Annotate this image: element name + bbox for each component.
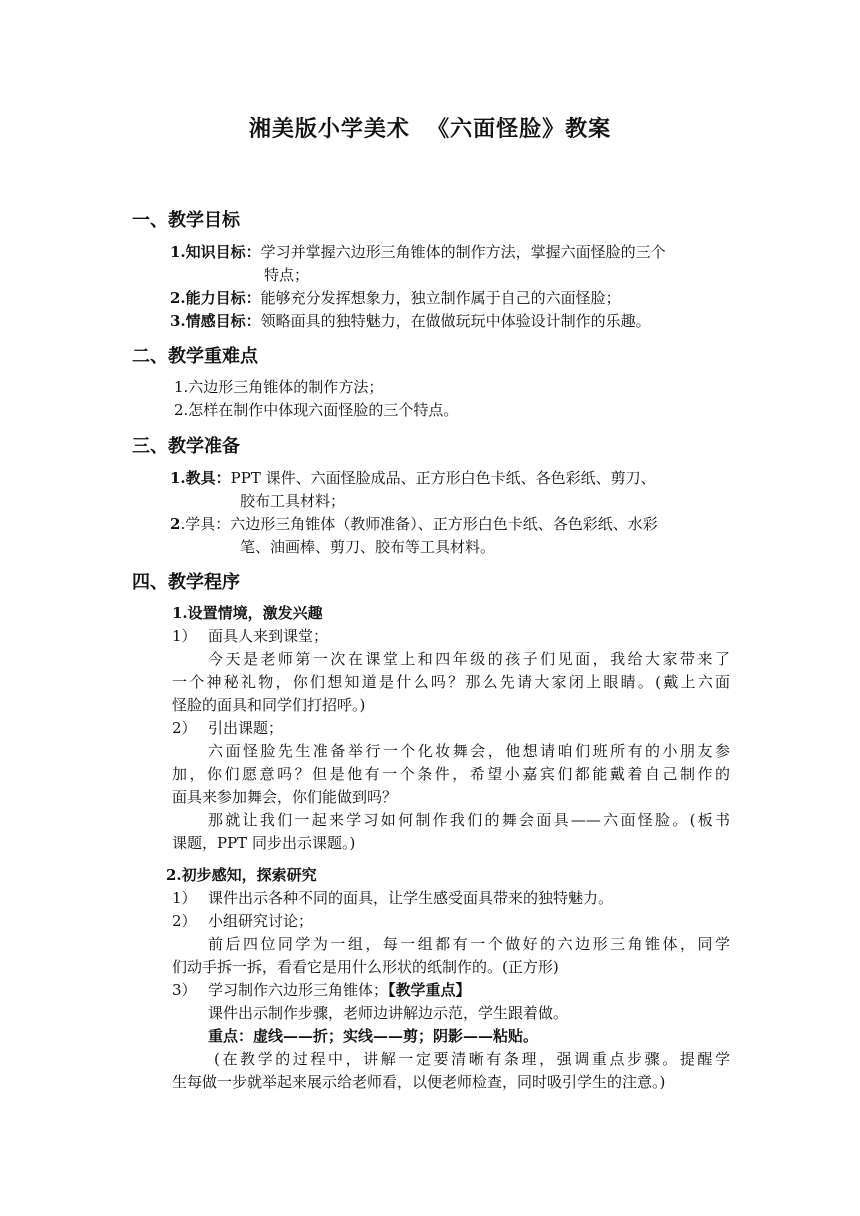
goal-emotion-text: 领略面具的独特魅力，在做做玩玩中体验设计制作的乐趣。 xyxy=(260,312,651,330)
step1-para2-line2: 加，你们愿意吗？但是他有一个条件，希望小嘉宾们都能戴着自己制作的 xyxy=(172,765,730,783)
prep-teacher-cont: 胶布工具材料； xyxy=(240,492,346,510)
step1-item1-text: 面具人来到课堂； xyxy=(208,627,329,645)
key-point-2: 2.怎样在制作中体现六面怪脸的三个特点。 xyxy=(174,401,459,419)
section-heading-preparation: 三、教学准备 xyxy=(132,436,240,457)
step2-para3-line1: (在教学的过程中，讲解一定要清晰有条理，强调重点步骤。提醒学 xyxy=(214,1050,730,1068)
step2-item2-num: 2） xyxy=(172,912,197,930)
goal-knowledge-cont: 特点； xyxy=(264,266,310,284)
step2-item3-text: 学习制作六边形三角锥体； xyxy=(208,981,389,999)
goal-ability xyxy=(170,287,621,309)
step1-para3-line1: 那就让我们一起来学习如何制作我们的舞会面具——六面怪脸。(板书 xyxy=(208,811,730,829)
step2-para1-line2: 们动手拆一拆，看看它是用什么形状的纸制作的。(正方形) xyxy=(172,958,559,976)
step2-para1-line1: 前后四位同学为一组，每一组都有一个做好的六边形三角锥体，同学 xyxy=(208,935,730,953)
prep-student-cont: 笔、油画棒、剪刀、胶布等工具材料。 xyxy=(240,538,496,556)
step2-para3-line2: 生每做一步就举起来展示给老师看，以便老师检查，同时吸引学生的注意。) xyxy=(172,1073,666,1091)
step2-key-point: 重点：虚线——折；实线——剪；阴影——粘贴。 xyxy=(208,1027,539,1045)
prep-student-text: 六边形三角锥体（教师准备）、正方形白色卡纸、各色彩纸、水彩 xyxy=(230,515,658,533)
section-heading-procedure: 四、教学程序 xyxy=(132,572,240,593)
step2-title: 2.初步感知，探索研究 xyxy=(166,866,317,884)
step1-title: 1.设置情境，激发兴趣 xyxy=(172,604,323,622)
section-heading-goals: 一、教学目标 xyxy=(132,210,240,231)
goal-knowledge-label: 1.知识目标： xyxy=(170,243,261,261)
step2-item1-text: 课件出示各种不同的面具，让学生感受面具带来的独特魅力。 xyxy=(208,889,614,907)
prep-student-label-num: 2 xyxy=(170,515,181,533)
goal-knowledge xyxy=(170,241,666,263)
step1-para1-line3: 怪脸的面具和同学们打招呼。) xyxy=(172,696,366,714)
prep-teacher xyxy=(170,467,656,489)
goal-emotion xyxy=(170,310,651,332)
prep-teacher-text: PPT 课件、六面怪脸成品、正方形白色卡纸、各色彩纸、剪刀、 xyxy=(230,469,656,487)
document-title: 湘美版小学美术 《六面怪脸》教案 xyxy=(248,117,612,142)
step2-item3-num: 3） xyxy=(172,981,197,999)
step2-item2-text: 小组研究讨论； xyxy=(208,912,314,930)
goal-ability-label: 2.能力目标： xyxy=(170,289,261,307)
prep-teacher-label: 1.教具： xyxy=(170,469,231,487)
step1-para2-line1: 六面怪脸先生准备举行一个化妆舞会，他想请咱们班所有的小朋友参 xyxy=(208,742,730,760)
goal-emotion-label: 3.情感目标： xyxy=(170,312,261,330)
step1-item2-text: 引出课题； xyxy=(208,719,284,737)
prep-student xyxy=(170,513,658,535)
key-point-1: 1.六边形三角锥体的制作方法； xyxy=(174,378,384,396)
step1-para2-line3: 面具来参加舞会，你们能做到吗？ xyxy=(172,788,398,806)
prep-student-label: .学具： xyxy=(180,515,231,533)
step1-item2-num: 2） xyxy=(172,719,197,737)
step1-para1-line1: 今天是老师第一次在课堂上和四年级的孩子们见面，我给大家带来了 xyxy=(208,650,730,668)
goal-knowledge-text: 学习并掌握六边形三角锥体的制作方法，掌握六面怪脸的三个 xyxy=(260,243,666,261)
step2-item1-num: 1） xyxy=(172,889,197,907)
step1-para3-line2: 课题，PPT 同步出示课题。) xyxy=(172,834,356,852)
goal-ability-text: 能够充分发挥想象力，独立制作属于自己的六面怪脸； xyxy=(260,289,621,307)
step1-item1 xyxy=(172,625,197,647)
step2-item3 xyxy=(208,979,471,1001)
step2-para2: 课件出示制作步骤，老师边讲解边示范，学生跟着做。 xyxy=(208,1004,569,1022)
section-heading-key-points: 二、教学重难点 xyxy=(132,346,258,367)
step1-item1-num: 1） xyxy=(172,627,197,645)
step1-para1-line2: 一个神秘礼物，你们想知道是什么吗？那么先请大家闭上眼睛。(戴上六面 xyxy=(172,673,730,691)
step2-item3-emphasis: 【教学重点】 xyxy=(388,981,471,999)
